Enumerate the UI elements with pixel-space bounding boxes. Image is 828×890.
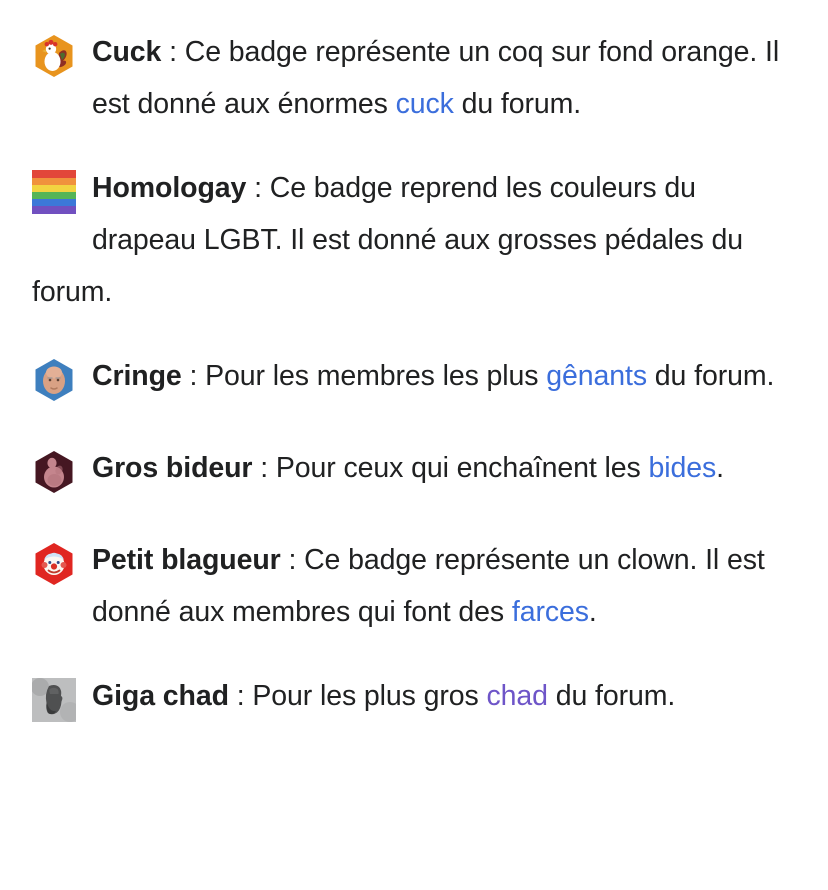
badge-icon [32, 450, 76, 494]
text-segment: . [716, 452, 724, 484]
badge-text [92, 544, 765, 628]
clown-badge-icon [32, 542, 76, 586]
badge-text [32, 172, 743, 308]
text-segment: : Ce badge représente un coq sur fond orange. Il est donné aux énormes [92, 36, 780, 120]
badge-text [92, 680, 675, 712]
cringe-face-badge-icon [32, 358, 76, 402]
badge-icon [32, 34, 76, 78]
text-segment: du forum. [646, 360, 775, 392]
badge-item-cringe [32, 350, 790, 410]
badge-item-cuck [32, 26, 790, 130]
badge-item-gros-bideur [32, 442, 790, 502]
gigachad-badge-icon [32, 678, 76, 722]
badge-name-label: Petit blagueur [92, 544, 281, 576]
link-chad[interactable]: chad [486, 680, 548, 712]
fat-body-badge-icon [32, 450, 76, 494]
badge-item-petit-blagueur [32, 534, 790, 638]
link-genants[interactable]: gênants [546, 360, 647, 392]
badge-item-homologay [32, 162, 790, 318]
badge-icon [32, 358, 76, 402]
text-segment: : Ce badge reprend les couleurs du drapeau LGBT. Il est donné aux grosses pédales du forum. [32, 172, 744, 308]
rooster-badge-icon [32, 34, 76, 78]
text-segment: du forum. [547, 680, 676, 712]
text-segment: : Pour les plus gros [228, 680, 487, 712]
badge-text [92, 452, 724, 484]
badge-name-label: Homologay [92, 172, 247, 204]
badge-item-giga-chad [32, 670, 790, 730]
badge-icon [32, 678, 76, 722]
link-bides[interactable]: bides [648, 452, 717, 484]
badge-name-label: Gros bideur [92, 452, 253, 484]
link-cuck[interactable]: cuck [395, 88, 454, 120]
badge-text [92, 36, 779, 120]
badge-name-label: Cuck [92, 36, 162, 68]
text-segment: . [588, 596, 597, 628]
text-segment: : Pour ceux qui enchaînent les [252, 452, 649, 484]
badge-icon [32, 170, 76, 214]
badge-icon [32, 542, 76, 586]
badge-name-label: Cringe [92, 360, 182, 392]
link-farces[interactable]: farces [511, 596, 589, 628]
badge-text [92, 360, 774, 392]
text-segment: du forum. [453, 88, 582, 120]
text-segment: : Ce badge représente un clown. Il est donné aux membres qui font des [92, 544, 765, 628]
rainbow-flag-badge-icon [32, 170, 76, 214]
text-segment: : Pour les membres les plus [181, 360, 547, 392]
badge-name-label: Giga chad [92, 680, 229, 712]
